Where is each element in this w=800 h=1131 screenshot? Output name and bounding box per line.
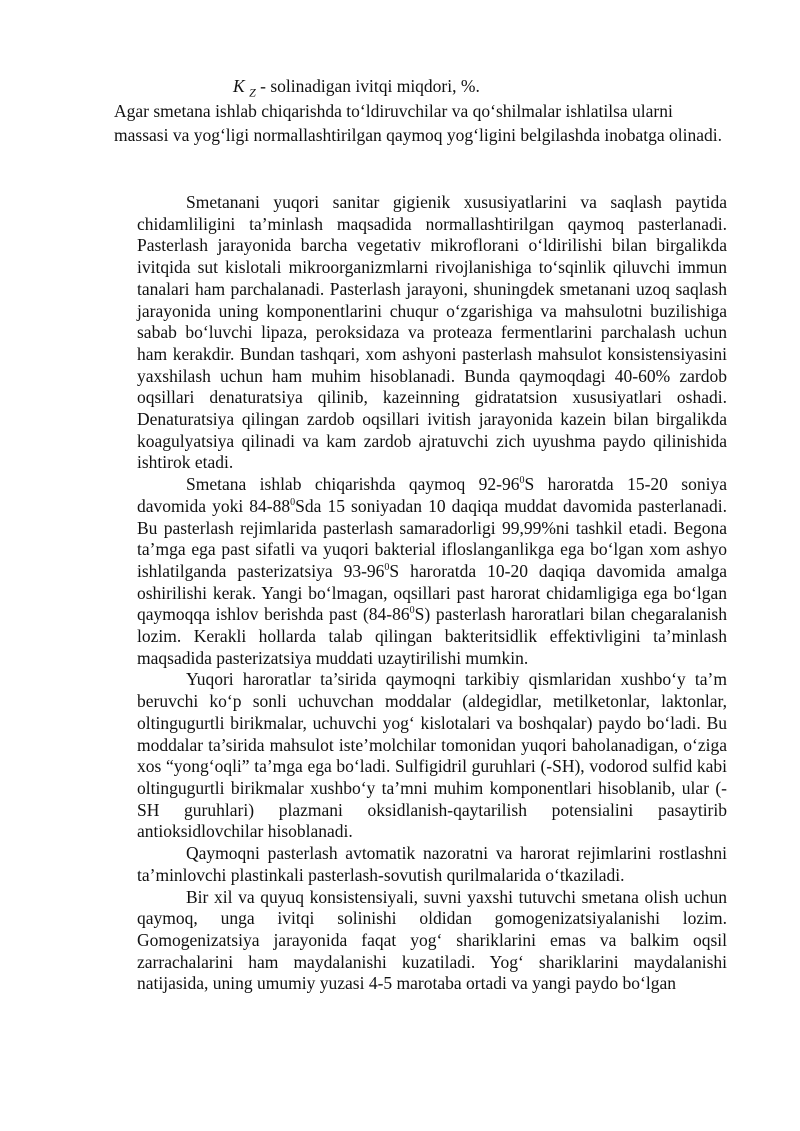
paragraph-text: Bir xil va quyuq konsistensiyali, suvni yaxshi tutuvchi smetana olish uchun qaymoq, unga ivitqi solinishi oldidan gomogenizatsiyalanishi lozim. Gomogenizatsiya jarayonida faqat yog‘ shariklarini emas va balkim oqsil zarrachalarini ham maydalanishi kuzatiladi. Yog‘ shariklarini maydalanishi natijasida, uning umumiy yuzasi 4-5 marotaba ortadi va yangi paydo bo‘lgan: [137, 886, 727, 994]
paragraph: [137, 843, 727, 886]
formula-symbol: K: [233, 76, 245, 96]
paragraph: [137, 887, 727, 996]
formula-line: [233, 76, 480, 101]
paragraph-text: Smetanani yuqori sanitar gigienik xususiyatlarini va saqlash paytida chidamliligini ta’minlash maqsadida normallashtirilgan qaymoq pasterlanadi. Pasterlash jarayonida barcha vegetativ mikroflorani o‘ldirilishi bilan birgalikda ivitqida sut kislotali mikroorganizmlarni rivojlanishiga to‘sqinlik qiluvchi immun tanalari ham parchalanadi. Pasterlash jarayoni, shuningdek smetanani uzoq saqlash jarayonida uning komponentlarini chuqur o‘zgarishiga va mahsulotni buzilishiga sabab bo‘luvchi lipaza, peroksidaza va proteaza fermentlarini parchalash uchun ham kerakdir. Bundan tashqari, xom ashyoni pasterlash mahsulot konsistensiyasini yaxshilash uchun ham muhim hisoblanadi. Bunda qaymoqdagi 40-60% zardob oqsillari denaturatsiya qilinib, kazeinning gidratatsion xususiyatlari oshadi. Denaturatsiya qilingan zardob oqsillari ivitish jarayonida kazein bilan birgalikda koagulyatsiya qilinadi va kam zardob ajratuvchi zich uyushma paydo qilinishida ishtirok etadi.: [137, 192, 727, 473]
degree-superscript: 0: [384, 562, 390, 574]
paragraph: [137, 192, 727, 474]
paragraph-text: Yuqori haroratlar ta’sirida qaymoqni tarkibiy qismlaridan xushbo‘y ta’m beruvchi ko‘p sonli uchuvchan moddalar (aldegidlar, metilketonlar, laktonlar, oltingugurtli birikmalar, uchuvchi yog‘ kislotalari va boshqalar) paydo bo‘ladi. Bu moddalar ta’sirida mahsulot iste’molchilar tomonidan yuqori baholanadigan, o‘ziga xos “yong‘oqli” ta’mga ega bo‘ladi. Sulfigidril guruhlari (-SH), vodorod sulfid kabi oltingugurtli birikmalar xushbo‘y ta’mni muhim komponentlari hisoblanib, ular (-SH guruhlari) plazmani oksidlanish-qaytarilish potensialini pasaytirib antioksidlovchilar hisoblanadi.: [137, 669, 727, 842]
degree-superscript: 0: [519, 475, 525, 487]
paragraph-text: Qaymoqni pasterlash avtomatik nazoratni va harorat rejimlarini rostlashni ta’minlovchi plastinkali pasterlash-sovutish qurilmalarida o‘tkaziladi.: [137, 843, 727, 885]
formula-subscript: Z: [249, 85, 256, 100]
degree-superscript: 0: [409, 605, 415, 617]
body-text: [137, 192, 727, 995]
paragraph-text: S haroratda 15-20 soniya davomida yoki 84-88: [137, 474, 727, 516]
paragraph-text: Sda 15 soniyadan 10 daqiqa muddat davomida pasterlanadi. Bu pasterlash rejimlarida pasterlash samaradorligi 99,99%ni tashkil etadi. Begona ta’mga ega past sifatli va yuqori bakterial ifloslanganlikga ega bo‘lgan xom ashyo ishlatilganda pasterizatsiya 93-96: [137, 495, 727, 581]
degree-superscript: 0: [290, 497, 296, 509]
paragraph: [137, 669, 727, 843]
formula-description: - solinadigan ivitqi miqdori, %.: [260, 76, 480, 96]
paragraph-text: Smetana ishlab chiqarishda qaymoq 92-96: [186, 474, 520, 495]
paragraph: [137, 474, 727, 669]
intro-paragraph: Agar smetana ishlab chiqarishda to‘ldiruvchilar va qo‘shilmalar ishlatilsa ularni massasi va yog‘ligi normallashtirilgan qaymoq yog‘ligini belgilashda inobatga olinadi.: [114, 101, 723, 145]
paragraph-text: S) pasterlash haroratlari bilan chegaralanish lozim. Kerakli hollarda talab qilingan bakteritsidlik effektivligini ta’minlash maqsadida pasterizatsiya muddati uzaytirilishi mumkin.: [137, 604, 727, 668]
paragraph-text: S haroratda 10-20 daqiqa davomida amalga oshirilishi kerak. Yangi bo‘lmagan, oqsillari past harorat chidamligiga ega bo‘lgan qaymoqqa ishlov berishda past (84-86: [137, 560, 728, 625]
